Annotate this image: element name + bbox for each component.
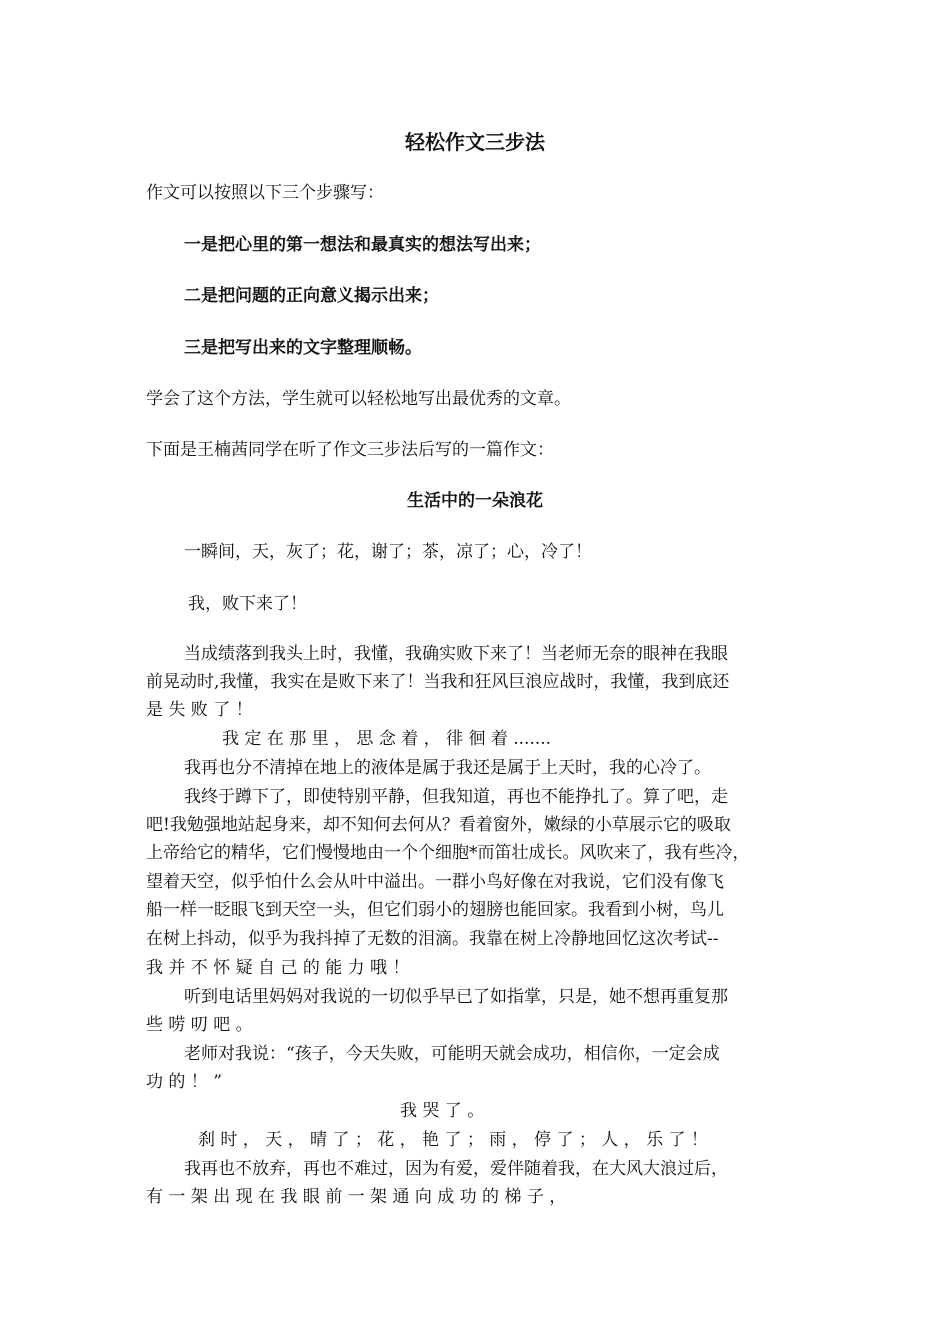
essay-line: 功 的 ！ ” bbox=[146, 1072, 222, 1092]
essay-line: 我终于蹲下了，即使特别平静，但我知道，再也不能挣扎了。算了吧，走 bbox=[184, 787, 728, 807]
essay-line: 前晃动时,我懂，我实在是败下来了！当我和狂风巨浪应战时，我懂，我到底还 bbox=[146, 672, 730, 692]
essay-line: 船一样一眨眼飞到天空一头，但它们弱小的翅膀也能回家。我看到小树，鸟儿 bbox=[146, 900, 724, 920]
step-1: 一是把心里的第一想法和最真实的想法写出来； bbox=[184, 235, 541, 255]
intro-text: 作文可以按照以下三个步骤写： bbox=[146, 183, 384, 203]
essay-line: 我，败下来了！ bbox=[188, 594, 307, 614]
essay-line: 我 定 在 那 里 ， 思 念 着 ， 徘 徊 着 ....... bbox=[222, 729, 552, 749]
essay-line: 吧!我勉强地站起身来，却不知何去何从？看着窗外，嫩绿的小草展示它的吸取 bbox=[146, 815, 731, 835]
summary-text: 学会了这个方法，学生就可以轻松地写出最优秀的文章。 bbox=[146, 389, 571, 409]
essay-line: 听到电话里妈妈对我说的一切似乎早已了如指掌，只是，她不想再重复那 bbox=[184, 987, 728, 1007]
essay-line: 些 唠 叨 吧 。 bbox=[146, 1015, 253, 1035]
lead-in-text: 下面是王楠茜同学在听了作文三步法后写的一篇作文： bbox=[146, 440, 554, 460]
essay-line: 我再也不放弃，再也不难过，因为有爱，爱伴随着我，在大风大浪过后， bbox=[184, 1159, 728, 1179]
essay-line: 一瞬间，天，灰了；花，谢了；茶，凉了；心，冷了！ bbox=[184, 542, 592, 562]
essay-line: 刹 时 ， 天 ， 晴 了 ； 花 ， 艳 了 ； 雨 ， 停 了 ； 人 ， 乐 了 ！ bbox=[198, 1130, 708, 1150]
essay-line: 望着天空，似乎怕什么会从叶中溢出。一群小鸟好像在对我说，它们没有像飞 bbox=[146, 872, 724, 892]
essay-line: 上帝给它的精华，它们慢慢地由一个个细胞*而笛壮成长。风吹来了，我有些冷， bbox=[146, 843, 750, 863]
essay-line: 在树上抖动，似乎为我抖掉了无数的泪滴。我靠在树上冷静地回忆这次考试-- bbox=[146, 929, 719, 949]
essay-line: 是 失 败 了 ！ bbox=[146, 700, 253, 720]
essay-line: 我 并 不 怀 疑 自 己 的 能 力 哦 ！ bbox=[146, 958, 410, 978]
essay-title: 生活中的一朵浪花 bbox=[407, 491, 543, 511]
essay-line: 我再也分不清掉在地上的液体是属于我还是属于上天时，我的心冷了。 bbox=[184, 758, 711, 778]
document-title: 轻松作文三步法 bbox=[405, 130, 545, 154]
essay-line: 当成绩落到我头上时，我懂，我确实败下来了！当老师无奈的眼神在我眼 bbox=[184, 644, 728, 664]
essay-line: 老师对我说：“孩子，今天失败，可能明天就会成功，相信你，一定会成 bbox=[184, 1044, 720, 1064]
step-3: 三是把写出来的文字整理顺畅。 bbox=[184, 338, 422, 358]
essay-line: 我 哭 了 。 bbox=[400, 1101, 485, 1121]
essay-line: 有 一 架 出 现 在 我 眼 前 一 架 通 向 成 功 的 梯 子 ， bbox=[146, 1187, 567, 1207]
step-2: 二是把问题的正向意义揭示出来； bbox=[184, 286, 439, 306]
